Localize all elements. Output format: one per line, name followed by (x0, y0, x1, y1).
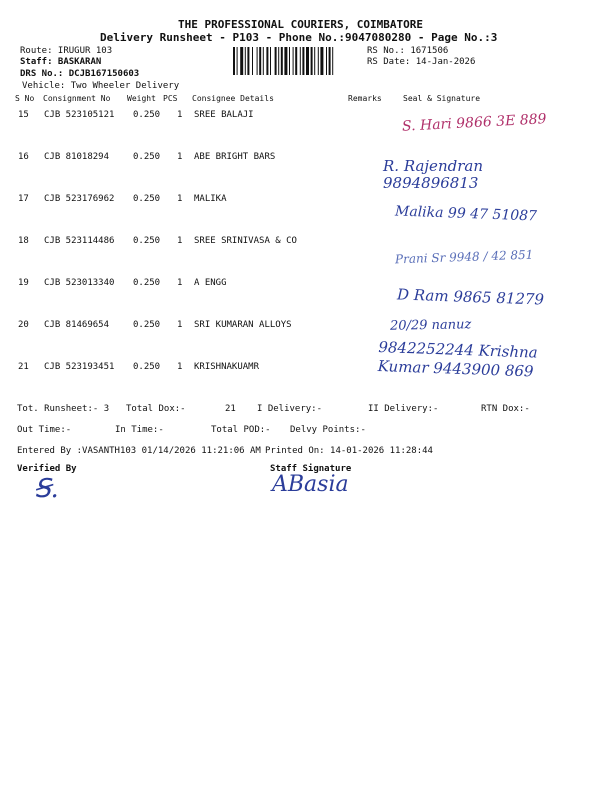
barcode-bar (278, 47, 279, 75)
barcode-bar (257, 47, 258, 75)
row-weight: 0.250 (133, 278, 161, 288)
barcode-bar (326, 47, 327, 75)
rs-date: RS Date: 14-Jan-2026 (367, 57, 476, 67)
row-weight: 0.250 (133, 320, 161, 330)
row-consignment: CJB 523105121 (44, 110, 115, 120)
col-remarks: Remarks (348, 94, 382, 103)
staff-signature-label: Staff Signature (270, 464, 352, 474)
row-sno: 17 (18, 194, 29, 204)
barcode-bar (320, 47, 323, 75)
row-consignee: SREE SRINIVASA & CO (194, 236, 297, 246)
barcode-bar (263, 47, 264, 75)
col-seal-signature: Seal & Signature (403, 94, 481, 103)
row-consignee: SRI KUMARAN ALLOYS (194, 320, 292, 330)
col-pcs: PCS (163, 94, 178, 103)
signature-row-19: D Ram 9865 81279 (396, 285, 545, 309)
signature-row-21: 9842252244 Krishna Kumar 9443900 869 (377, 338, 538, 381)
row-sno: 20 (18, 320, 29, 330)
entered-by: Entered By :VASANTH103 01/14/2026 11:21:06 AM (17, 446, 261, 456)
barcode-bar (233, 47, 235, 75)
col-consignment: Consignment No (43, 94, 111, 103)
barcode-bar (289, 47, 290, 75)
barcode-bar (284, 47, 287, 75)
runsheet-title: Delivery Runsheet - P103 - Phone No.:9047080280 - Page No.:3 (100, 31, 498, 44)
row-weight: 0.250 (133, 362, 161, 372)
row-consignee: ABE BRIGHT BARS (194, 152, 276, 162)
row-pcs: 1 (177, 236, 183, 246)
col-consignee: Consignee Details (192, 94, 274, 103)
total-pod: Total POD:- (211, 425, 271, 435)
i-delivery: I Delivery:- (257, 404, 323, 414)
row-sno: 16 (18, 152, 29, 162)
barcode-bar (318, 47, 319, 75)
row-weight: 0.250 (133, 236, 161, 246)
rtn-dox: RTN Dox:- (481, 404, 530, 414)
col-weight: Weight (127, 94, 156, 103)
row-consignment: CJB 523013340 (44, 278, 115, 288)
row-consignment: CJB 81469654 (44, 320, 110, 330)
row-weight: 0.250 (133, 152, 161, 162)
barcode (233, 47, 361, 75)
barcode-bar (281, 47, 283, 75)
barcode-bar (245, 47, 246, 75)
total-dox-value: 21 (225, 404, 236, 414)
barcode-bar (300, 47, 301, 75)
row-consignee: MALIKA (194, 194, 227, 204)
drs-number: DRS No.: DCJB167150603 (20, 69, 140, 79)
row-consignee: SREE BALAJI (194, 110, 254, 120)
row-pcs: 1 (177, 152, 183, 162)
total-dox-label: Total Dox:- (126, 404, 186, 414)
verified-by-label: Verified By (17, 464, 77, 474)
signature-row-17: Malika 99 47 51087 (394, 203, 538, 225)
vehicle: Vehicle: Two Wheeler Delivery (22, 81, 180, 91)
out-time: Out Time:- (17, 425, 72, 435)
signature-row-18: Prani Sr 9948 / 42 851 (394, 247, 534, 267)
rs-number: RS No.: 1671506 (367, 46, 449, 56)
signature-row-20: 20/29 nanuz (389, 317, 472, 334)
tot-runsheet: Tot. Runsheet:- 3 (17, 404, 110, 414)
barcode-bar (237, 47, 238, 75)
row-pcs: 1 (177, 110, 183, 120)
row-consignment: CJB 523176962 (44, 194, 115, 204)
barcode-bar (240, 47, 243, 75)
barcode-bar (306, 47, 309, 75)
row-consignment: CJB 523114486 (44, 236, 115, 246)
barcode-bar (275, 47, 277, 75)
verified-signature: Ꞩ. (34, 474, 59, 504)
row-sno: 18 (18, 236, 29, 246)
in-time: In Time:- (115, 425, 164, 435)
row-weight: 0.250 (133, 194, 161, 204)
row-sno: 19 (18, 278, 29, 288)
barcode-bar (311, 47, 313, 75)
row-consignment: CJB 81018294 (44, 152, 110, 162)
staff-signature: ABasia (272, 472, 349, 497)
barcode-bar (293, 47, 294, 75)
table-header (0, 94, 600, 106)
barcode-bar (259, 47, 261, 75)
row-pcs: 1 (177, 278, 183, 288)
signature-row-15: S. Hari 9866 3E 889 (401, 111, 547, 135)
route: Route: IRUGUR 103 (20, 46, 113, 56)
row-sno: 15 (18, 110, 29, 120)
barcode-bar (266, 47, 268, 75)
row-consignee: KRISHNAKUAMR (194, 362, 260, 372)
row-consignee: A ENGG (194, 278, 227, 288)
barcode-bar (332, 47, 333, 75)
barcode-bar (314, 47, 315, 75)
barcode-bar (329, 47, 331, 75)
col-sno: S No (15, 94, 35, 103)
barcode-bar (247, 47, 249, 75)
ii-delivery: II Delivery:- (368, 404, 439, 414)
row-pcs: 1 (177, 320, 183, 330)
row-pcs: 1 (177, 194, 183, 204)
barcode-bar (295, 47, 297, 75)
barcode-bar (252, 47, 253, 75)
row-weight: 0.250 (133, 110, 161, 120)
row-pcs: 1 (177, 362, 183, 372)
row-consignment: CJB 523193451 (44, 362, 115, 372)
table-row (0, 320, 600, 340)
barcode-bar (270, 47, 271, 75)
signature-row-16: R. Rajendran 9894896813 (383, 157, 483, 192)
printed-on: Printed On: 14-01-2026 11:28:44 (265, 446, 433, 456)
company-name: THE PROFESSIONAL COURIERS, COIMBATORE (178, 18, 424, 31)
delvy-points: Delvy Points:- (290, 425, 366, 435)
row-sno: 21 (18, 362, 29, 372)
barcode-bar (302, 47, 304, 75)
staff: Staff: BASKARAN (20, 57, 102, 67)
